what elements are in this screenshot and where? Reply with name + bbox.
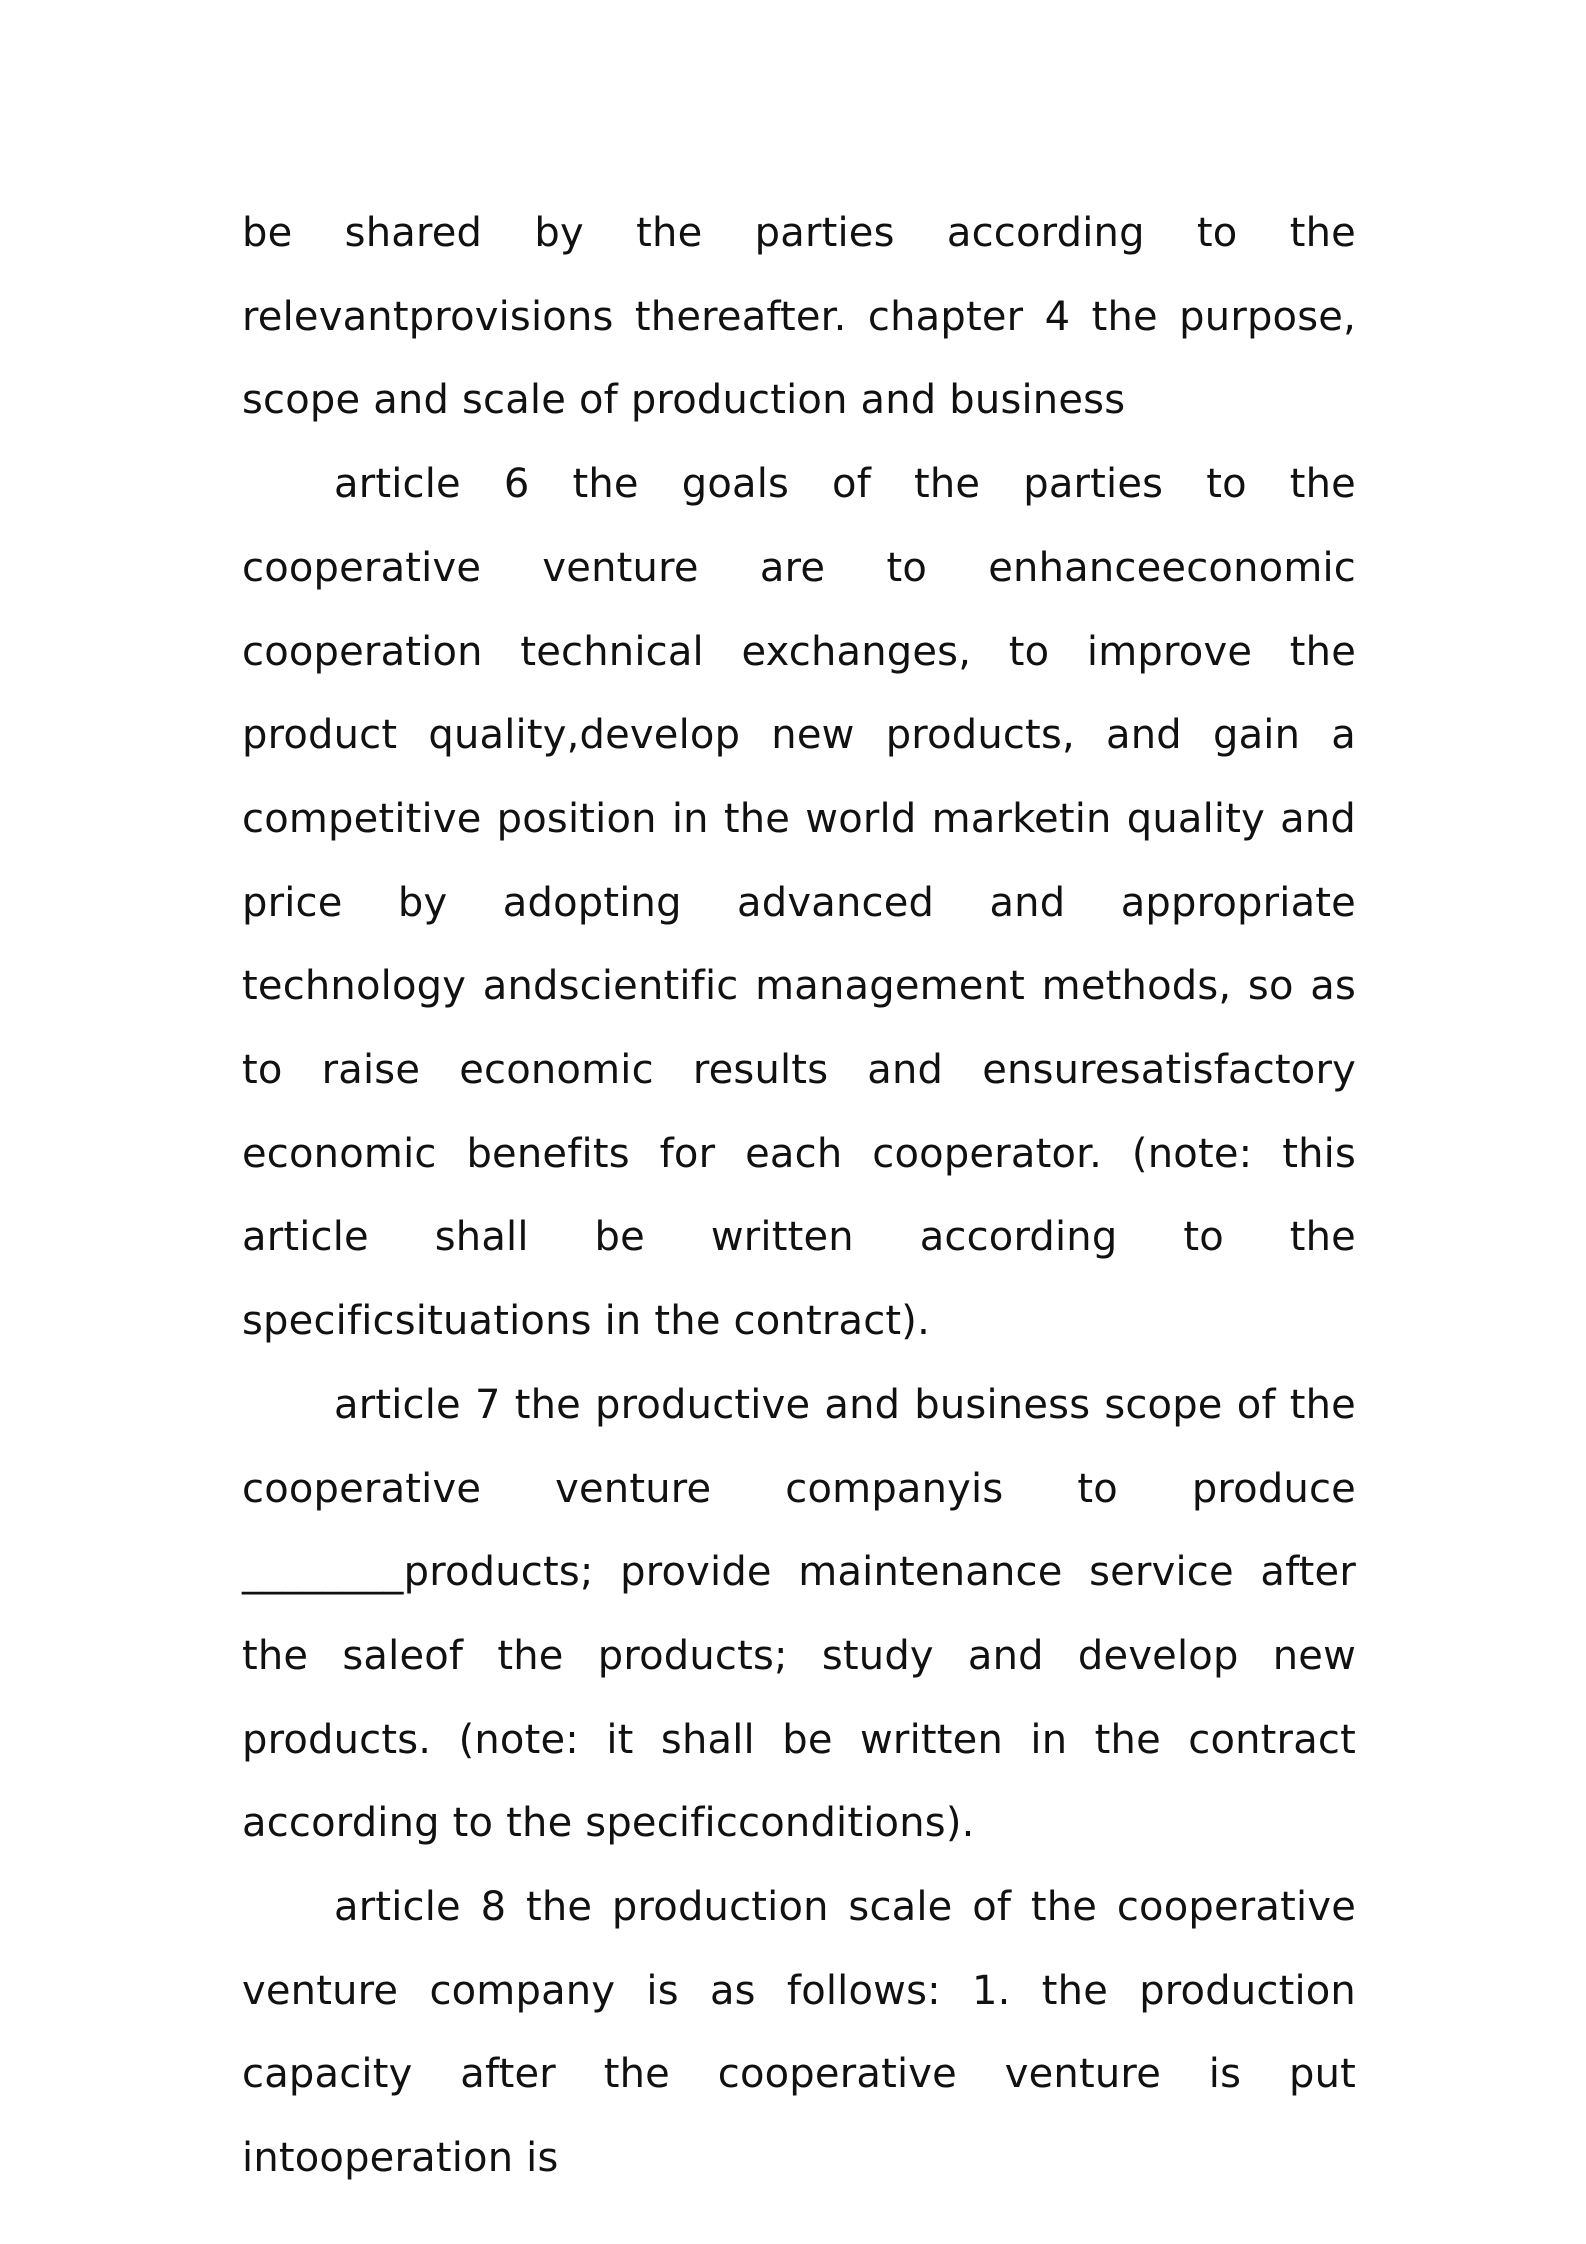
paragraph-article-6: article 6 the goals of the parties to the cooperative venture are to enhanceeconomic cooperation technical exchanges, to improve the product quality,develop new products, and gain a competitive position in the world marketin quality and price by adopting advanced and appropriate technology andscientific management methods, so as to raise economic results and ensuresatisfactory economic benefits for each cooperator. (note: this article shall be written according to the specificsituations in the contract). bbox=[242, 461, 1356, 1345]
paragraph-article-7: article 7 the productive and business scope of the cooperative venture companyis to produce ________products; provide maintenance service after the saleof the products; study and develop new products. (note: it shall be written in the contract according to the specificconditions). bbox=[242, 1381, 1356, 1847]
document-body bbox=[242, 192, 1356, 2201]
paragraph-continuation: be shared by the parties according to the relevantprovisions thereafter. chapter 4 the purpose, scope and scale of production and business bbox=[242, 210, 1356, 424]
paragraph-article-8: article 8 the production scale of the cooperative venture company is as follows: 1. the production capacity after the cooperative venture is put intooperation is bbox=[242, 1884, 1356, 2182]
